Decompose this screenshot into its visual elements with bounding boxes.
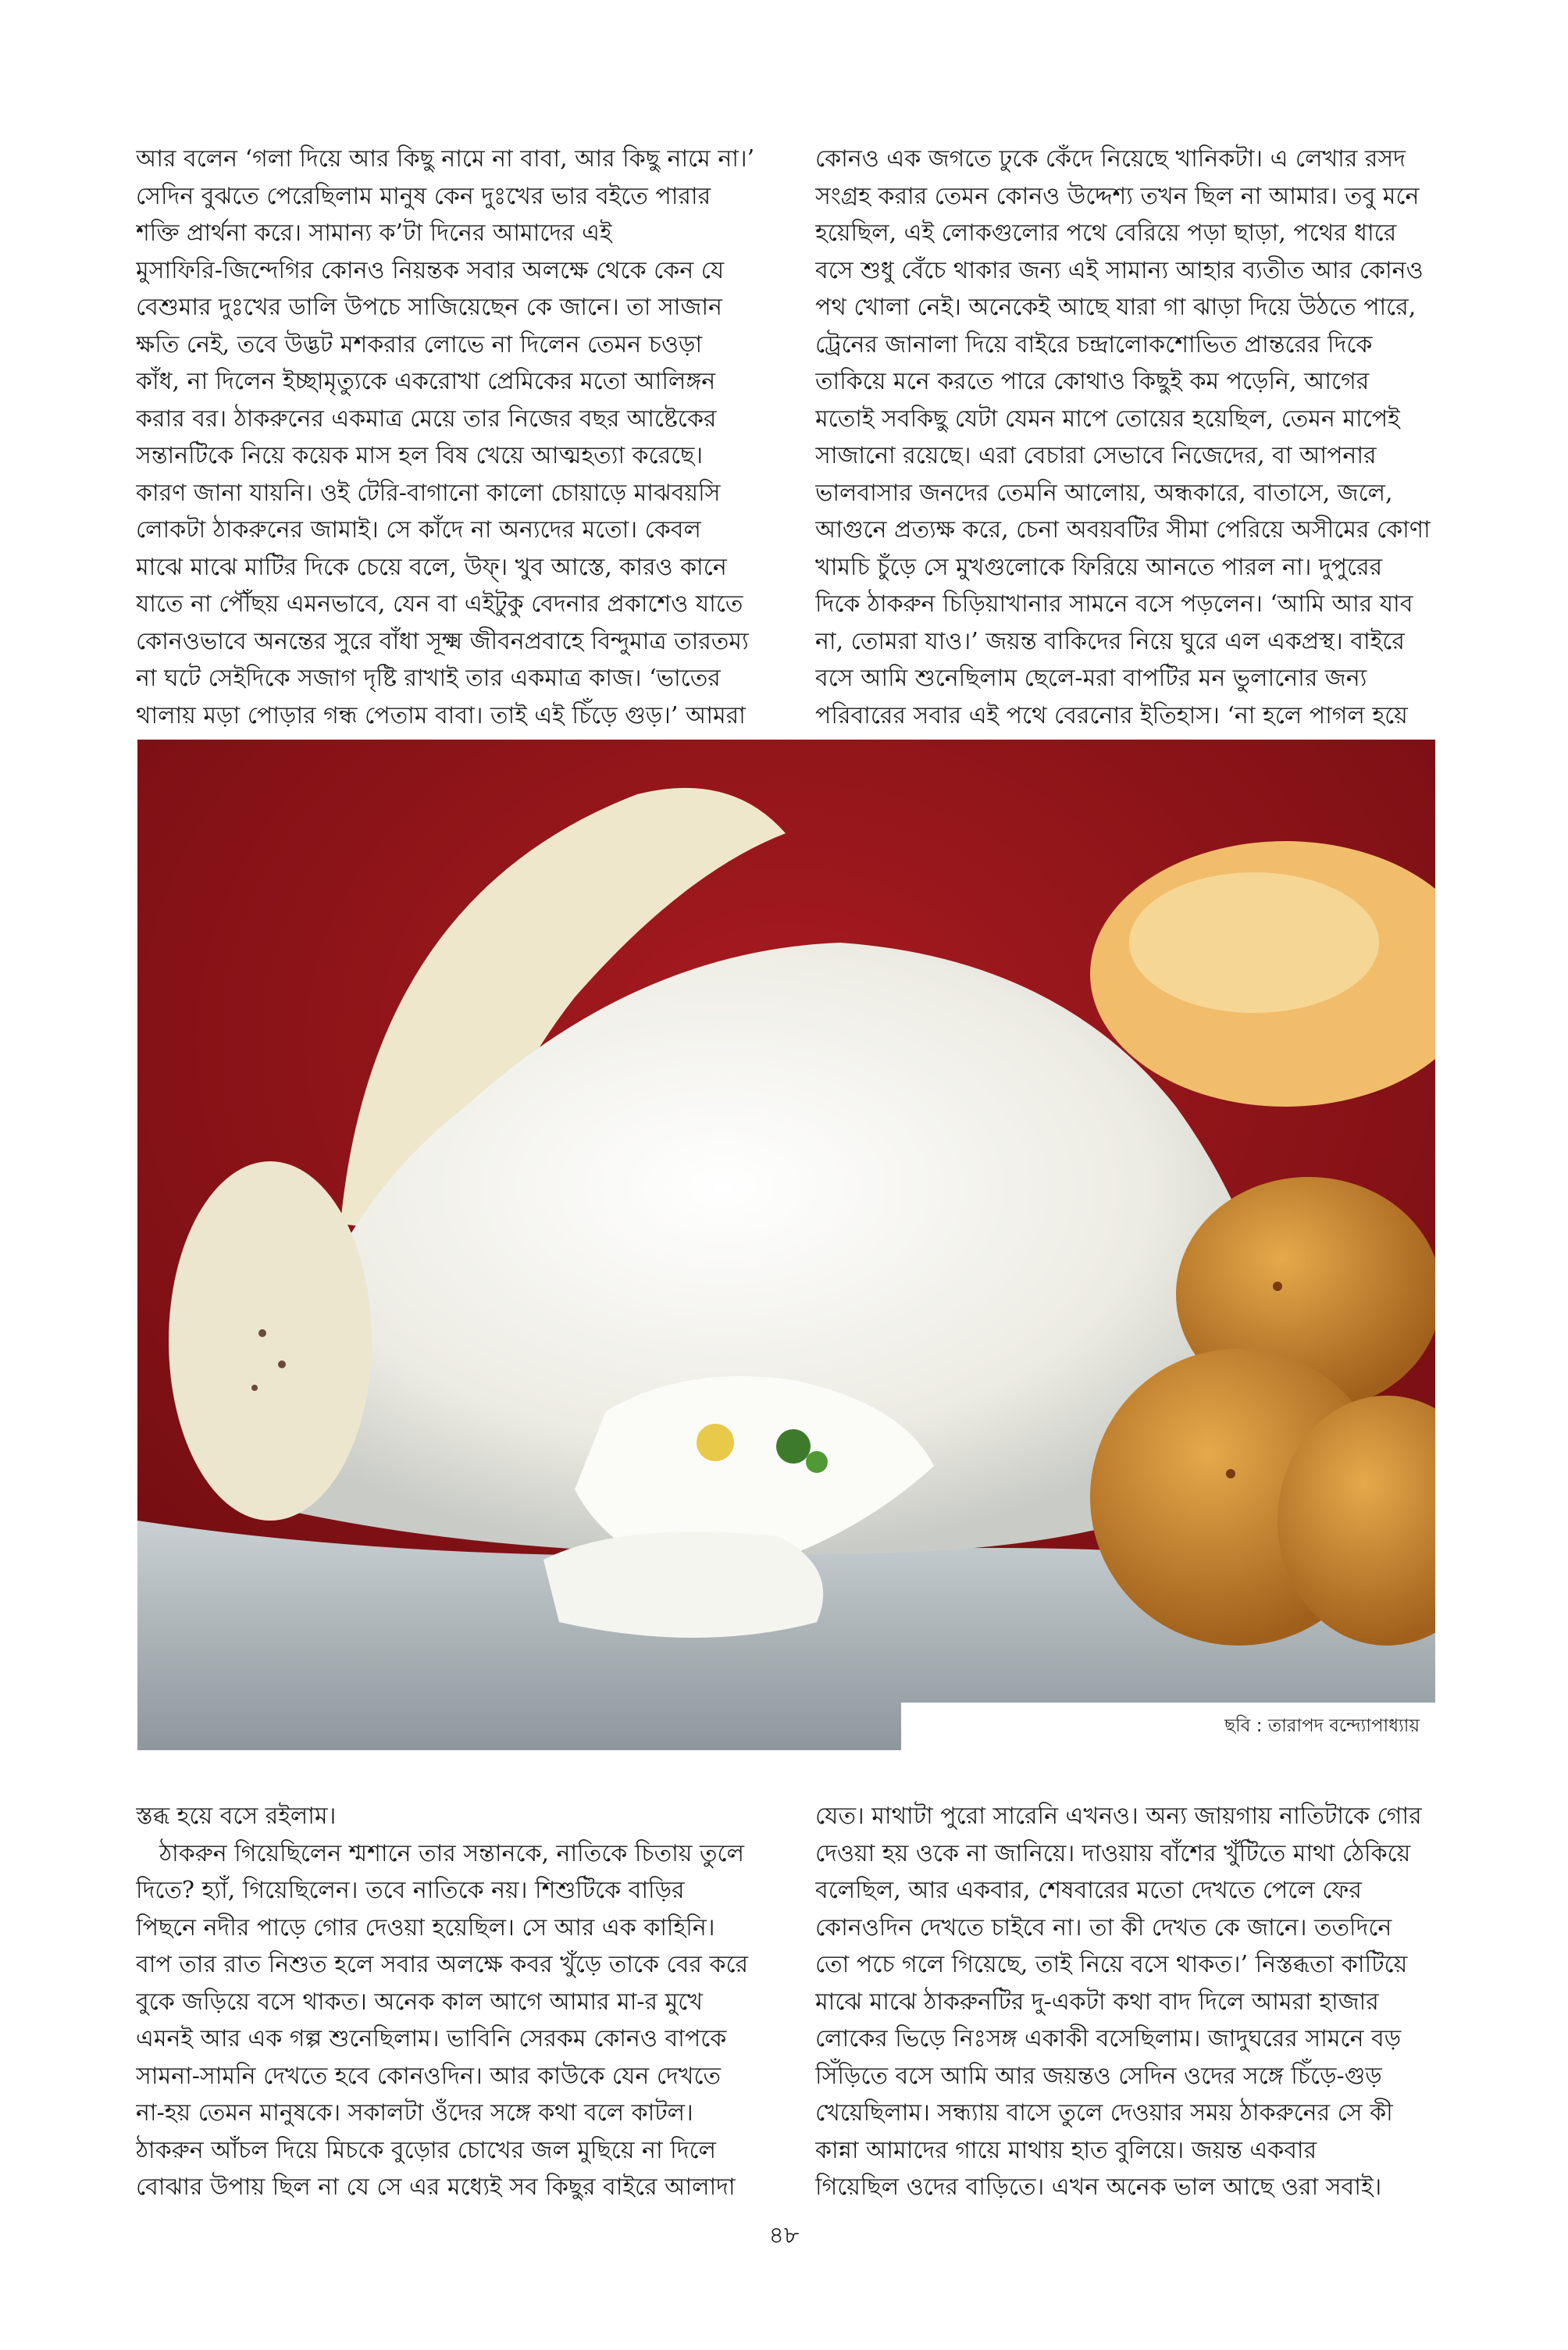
text-line: না-হয় তেমন মানুষকে। সকালটা ওঁদের সঙ্গে কথা বলে কাটল।: [136, 2099, 693, 2127]
text-line: কোনওভাবে অনন্তের সুরে বাঁধা সূক্ষ্ম জীবনপ্রবাহে বিন্দুমাত্র তারতম্য: [136, 627, 749, 655]
text-line: বসে শুধু বেঁচে থাকার জন্য এই সামান্য আহার ব্যতীত আর কোনও: [815, 256, 1424, 284]
article-column-top-right: [815, 141, 1454, 734]
page-number: ৪৮: [768, 2222, 800, 2249]
text-line: এমনই আর এক গল্প শুনেছিলাম। ভাবিনি সেরকম কোনও বাপকে: [136, 2025, 727, 2052]
text-line: ভালবাসার জনদের তেমনি আলোয়, অন্ধকারে, বাতাসে, জলে,: [815, 479, 1393, 507]
text-line: লোকের ভিড়ে নিঃসঙ্গ একাকী বসেছিলাম। জাদুঘরের সামনে বড়: [815, 2025, 1402, 2052]
text-line: মাঝে মাঝে মাটির দিকে চেয়ে বলে, উফ্। খুব আস্তে, কারও কানে: [136, 553, 727, 581]
article-column-top-left: [136, 141, 775, 734]
text-line: কাঁধ, না দিলেন ইচ্ছামৃত্যুকে একরোখা প্রেমিকের মতো আলিঙ্গন: [136, 368, 716, 395]
text-line: করার বর। ঠাকরুনের একমাত্র মেয়ে তার নিজের বছর আষ্টেকের: [136, 405, 717, 433]
text-line: শক্তি প্রার্থনা করে। সামান্য ক’টা দিনের আমাদের এই: [136, 219, 612, 247]
text-line: বসে আমি শুনেছিলাম ছেলে-মরা বাপটির মন ভুলানোর জন্য: [815, 665, 1367, 692]
text-line: দিতে? হ্যাঁ, গিয়েছিলেন। তবে নাতিকে নয়। শিশুটিকে বাড়ির: [136, 1877, 685, 1904]
text-line: তাকিয়ে মনে করতে পারে কোথাও কিছুই কম পড়েনি, আগের: [815, 368, 1370, 395]
text-line: খামচি চুঁড়ে সে মুখগুলোকে ফিরিয়ে আনতে পারল না। দুপুরের: [815, 553, 1383, 581]
text-line: বুকে জড়িয়ে বসে থাকত। অনেক কাল আগে আমার মা-র মুখে: [136, 1988, 704, 2016]
text-line: না ঘটে সেইদিকে সজাগ দৃষ্টি রাখাই তার একমাত্র কাজ। ‘ভাতের: [136, 665, 721, 692]
text-line: থালায় মড়া পোড়ার গন্ধ পেতাম বাবা। তাই এই চিঁড়ে গুড়।’ আমরা: [136, 701, 746, 729]
text-line: পথ খোলা নেই। অনেকেই আছে যারা গা ঝাড়া দিয়ে উঠতে পারে,: [815, 294, 1417, 321]
text-line: খেয়েছিলাম। সন্ধ্যায় বাসে তুলে দেওয়ার সময় ঠাকরুনের সে কী: [815, 2099, 1393, 2127]
text-line: কোনওদিন দেখতে চাইবে না। তা কী দেখত কে জানে। ততদিনে: [815, 1913, 1392, 1942]
text-line: কোনও এক জগতে ঢুকে কেঁদে নিয়েছে খানিকটা। এ লেখার রসদ: [815, 145, 1406, 173]
text-line: বাপ তার রাত নিশুত হলে সবার অলক্ষে কবর খুঁড়ে তাকে বের করে: [136, 1951, 749, 1978]
text-line: মাঝে মাঝে ঠাকরুনটির দু-একটা কথা বাদ দিলে আমরা হাজার: [815, 1988, 1379, 2016]
article-column-bottom-right: [815, 1798, 1454, 2206]
text-line: মতোই সবকিছু যেটা যেমন মাপে তোয়ের হয়েছিল, তেমন মাপেই: [815, 405, 1400, 433]
food-photo-illustration: [137, 740, 1435, 1750]
text-line: বোঝার উপায় ছিল না যে সে এর মধ্যেই সব কিছুর বাইরে আলাদা: [136, 2173, 736, 2201]
text-line: সিঁড়িতে বসে আমি আর জয়ন্তও সেদিন ওদের সঙ্গে চিঁড়ে-গুড়: [815, 2062, 1382, 2090]
text-line: দেওয়া হয় ওকে না জানিয়ে। দাওয়ায় বাঁশের খুঁটিতে মাথা ঠেকিয়ে: [815, 1839, 1411, 1867]
text-line: হয়েছিল, এই লোকগুলোর পথে বেরিয়ে পড়া ছাড়া, পথের ধারে: [815, 219, 1397, 247]
article-column-bottom-left: [136, 1798, 775, 2206]
text-line: বেশুমার দুঃখের ডালি উপচে সাজিয়েছেন কে জানে। তা সাজান: [136, 294, 722, 321]
text-line: না, তোমরা যাও।’ জয়ন্ত বাকিদের নিয়ে ঘুরে এল একপ্রস্থ। বাইরে: [815, 627, 1405, 655]
text-line: বলেছিল, আর একবার, শেষবারের মতো দেখতে পেলে ফের: [815, 1877, 1362, 1904]
text-line: ট্রেনের জানালা দিয়ে বাইরে চন্দ্রালোকশোভিত প্রান্তরের দিকে: [815, 330, 1373, 358]
text-line: আর বলেন ‘গলা দিয়ে আর কিছু নামে না বাবা, আর কিছু নামে না।’: [136, 145, 755, 173]
banana-slice-shape: [169, 1161, 372, 1521]
text-line: তো পচে গলে গিয়েছে, তাই নিয়ে বসে থাকত।’ নিস্তব্ধতা কাটিয়ে: [815, 1951, 1408, 1978]
text-line: সংগ্রহ করার তেমন কোনও উদ্দেশ্য তখন ছিল না আমার। তবু মনে: [815, 182, 1420, 210]
text-line: দিকে ঠাকরুন চিড়িয়াখানার সামনে বসে পড়লেন। ‘আমি আর যাব: [815, 590, 1413, 618]
text-line: যেত। মাথাটা পুরো সারেনি এখনও। অন্য জায়গায় নাতিটাকে গোর: [815, 1803, 1422, 1830]
text-line: পরিবারের সবার এই পথে বেরনোর ইতিহাস। ‘না হলে পাগল হয়ে: [815, 701, 1408, 729]
text-line: স্তব্ধ হয়ে বসে রইলাম।: [136, 1803, 337, 1830]
text-line: কারণ জানা যায়নি। ওই টেরি-বাগানো কালো চোয়াড়ে মাঝবয়সি: [136, 479, 721, 507]
text-line: কান্না আমাদের গায়ে মাথায় হাত বুলিয়ে। জয়ন্ত একবার: [815, 2136, 1317, 2164]
text-line: সন্তানটিকে নিয়ে কয়েক মাস হল বিষ খেয়ে আত্মহত্যা করেছে।: [136, 442, 704, 469]
text-line: পিছনে নদীর পাড়ে গোর দেওয়া হয়েছিল। সে আর এক কাহিনি।: [136, 1913, 715, 1942]
text-line: ঠাকরুন আঁচল দিয়ে মিচকে বুড়োর চোখের জল মুছিয়ে না দিলে: [136, 2136, 716, 2164]
text-line: যাতে না পৌঁছয় এমনভাবে, যেন বা এইটুকু বেদনার প্রকাশেও যাতে: [136, 590, 743, 618]
text-line: মুসাফিরি-জিন্দেগির কোনও নিয়ন্তক সবার অলক্ষে থেকে কেন যে: [136, 256, 725, 284]
photo-caption: ছবি : তারাপদ বন্দ্যোপাধ্যায়: [1224, 1716, 1420, 1736]
text-line: সামনা-সামনি দেখতে হবে কোনওদিন। আর কাউকে যেন দেখতে: [136, 2062, 722, 2090]
text-line: সেদিন বুঝতে পেরেছিলাম মানুষ কেন দুঃখের ভার বইতে পারার: [136, 182, 711, 210]
text-line: গিয়েছিল ওদের বাড়িতে। এখন অনেক ভাল আছে ওরা সবাই।: [815, 2173, 1382, 2201]
text-line: আগুনে প্রত্যক্ষ করে, চেনা অবয়বটির সীমা পেরিয়ে অসীমের কোণা: [815, 516, 1431, 544]
text-line: লোকটা ঠাকরুনের জামাই। সে কাঁদে না অন্যদের মতো। কেবল: [136, 516, 701, 544]
text-line: সাজানো রয়েছে। এরা বেচারা সেভাবে নিজেদের, বা আপনার: [815, 442, 1377, 469]
text-line: ঠাকরুন গিয়েছিলেন শ্মশানে তার সন্তানকে, নাতিকে চিতায় তুলে: [159, 1839, 744, 1867]
food-photo: [137, 740, 1435, 1750]
text-line: ক্ষতি নেই, তবে উদ্ভট মশকরার লোভে না দিলেন তেমন চওড়া: [136, 330, 703, 358]
